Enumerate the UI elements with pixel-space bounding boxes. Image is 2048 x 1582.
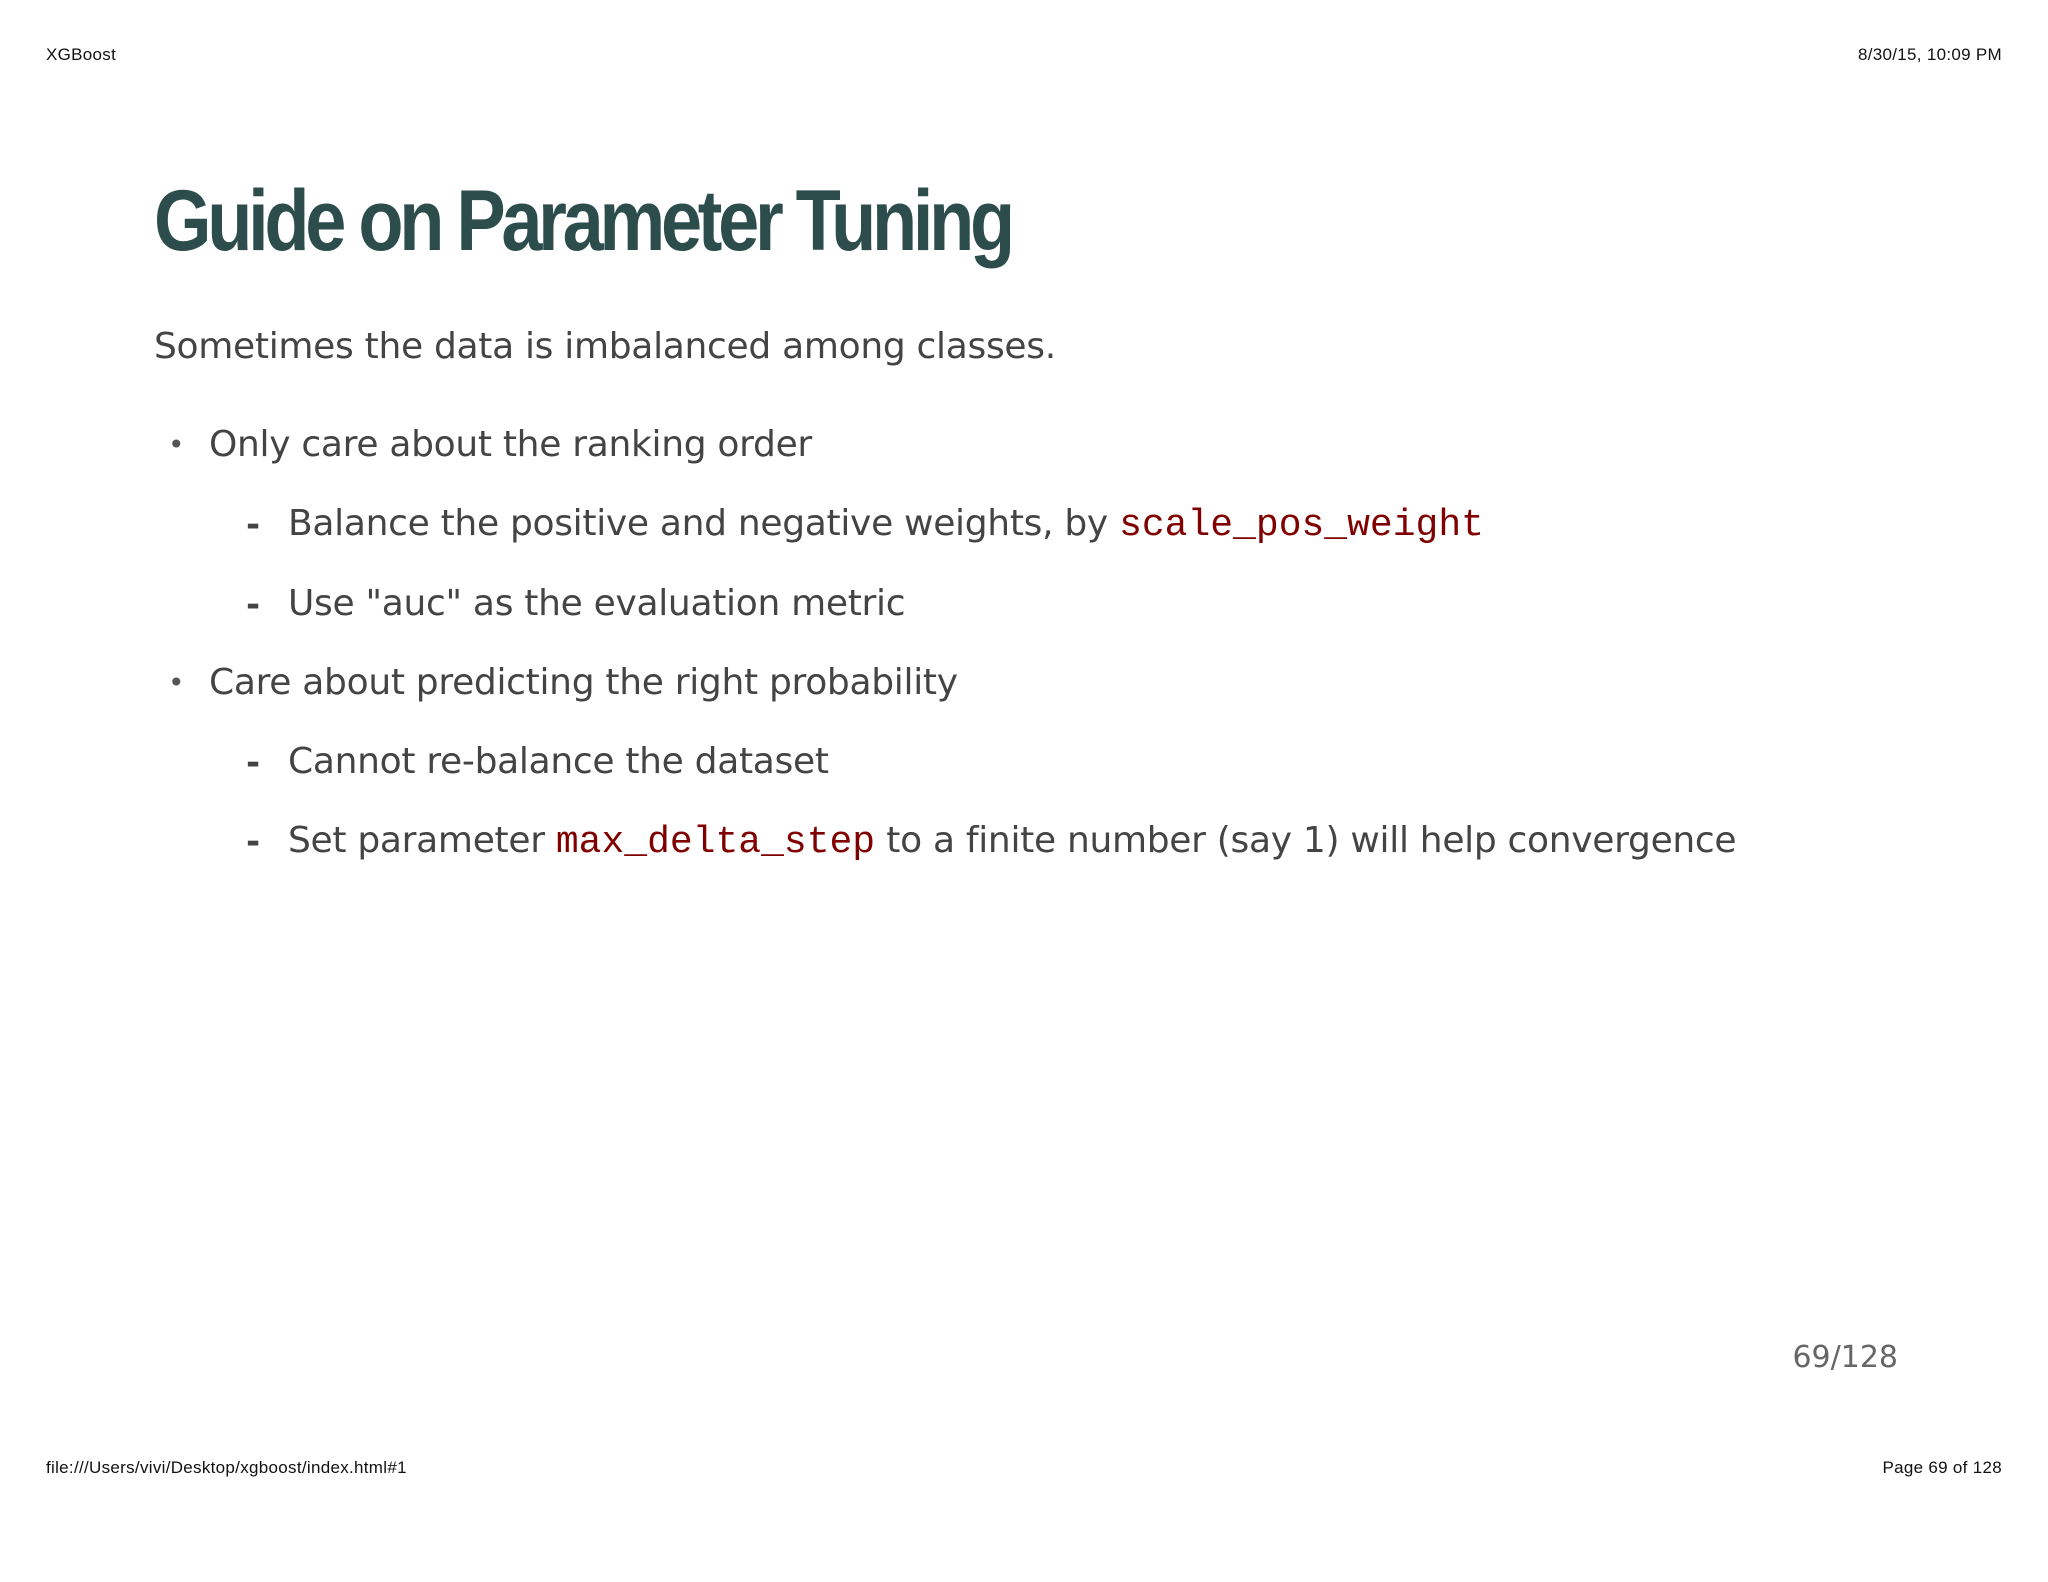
slide-page-counter: 69/128 (1792, 1340, 1898, 1375)
bullet-text: Only care about the ranking order (209, 424, 812, 465)
subitem-marker: - (246, 743, 260, 783)
subitem-text-after: to a finite number (say 1) will help convergence (875, 820, 1737, 861)
subitem-marker: - (246, 505, 260, 545)
subitem-text: Use "auc" as the evaluation metric (288, 583, 906, 624)
subitem-text-before: Set parameter (288, 820, 556, 861)
print-page-label: Page 69 of 128 (1882, 1458, 2002, 1477)
subitem-text-before: Balance the positive and negative weights, by (288, 503, 1120, 544)
subitem-text (288, 503, 1484, 547)
document-title: XGBoost (46, 45, 117, 64)
subitem-marker: - (246, 585, 260, 625)
subitem-marker: - (246, 822, 260, 862)
print-timestamp: 8/30/15, 10:09 PM (1857, 45, 2002, 64)
print-footer (46, 1458, 2002, 1478)
code-scale-pos-weight: scale_pos_weight (1119, 504, 1484, 547)
bullet-text: Care about predicting the right probability (209, 662, 958, 703)
document-url: file:///Users/vivi/Desktop/xgboost/index.html#1 (46, 1458, 407, 1477)
subitem-text (288, 820, 1736, 864)
slide-title: Guide on Parameter Tuning (154, 173, 1011, 269)
bullet-marker: • (168, 666, 185, 699)
code-max-delta-step: max_delta_step (555, 821, 876, 864)
slide-intro: Sometimes the data is imbalanced among classes. (154, 326, 1056, 367)
bullet-marker: • (168, 428, 185, 461)
subitem-text: Cannot re-balance the dataset (288, 741, 829, 782)
